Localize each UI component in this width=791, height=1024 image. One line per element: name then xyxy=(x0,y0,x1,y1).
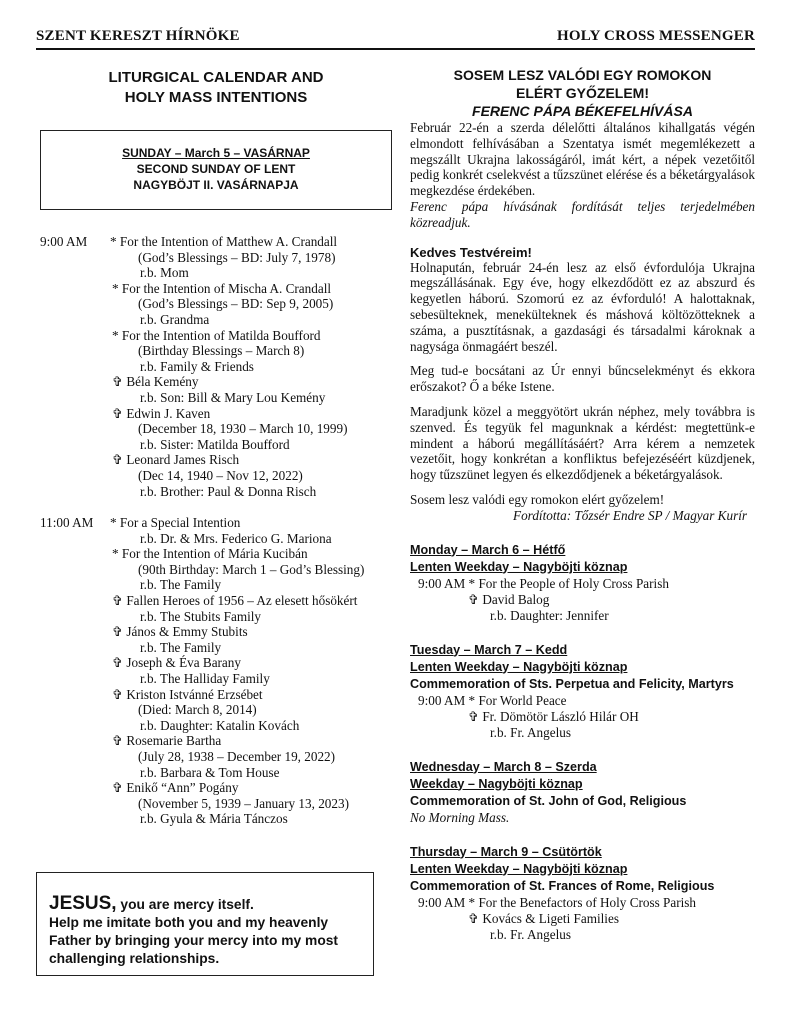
intention-line: (Birthday Blessings – March 8) xyxy=(138,343,305,359)
header-right-title: HOLY CROSS MESSENGER xyxy=(557,28,755,44)
article-translator: Fordította: Tőzsér Endre SP / Magyar Kurír xyxy=(513,507,747,523)
article-paragraph-2: Meg tud-e bocsátani az Úr ennyi bűncselekményt és ekkora erőszakot? Ő a béke Istene. xyxy=(410,363,755,395)
intention-line: (November 5, 1939 – January 13, 2023) xyxy=(138,795,349,811)
day-entry xyxy=(410,542,755,624)
left-column xyxy=(40,62,392,827)
intention-line: ✞ Joseph & Éva Barany xyxy=(112,655,241,671)
intention-line: r.b. The Family xyxy=(140,577,222,593)
intention-line: (December 18, 1930 – March 10, 1999) xyxy=(138,421,348,437)
intention-line: ✞ Kriston Istvánné Erzsébet xyxy=(112,686,263,702)
prayer-line-2: Help me imitate both you and my heavenly xyxy=(49,915,329,930)
intention-line: r.b. Daughter: Katalin Kovách xyxy=(140,717,300,733)
intention-line: r.b. Dr. & Mrs. Federico G. Mariona xyxy=(140,530,332,546)
day-liturgy: Weekday – Nagyböjti köznap xyxy=(410,776,583,791)
intention-line: 11:00 AM * For a Special Intention xyxy=(40,515,241,531)
intention-line: ✞ Fallen Heroes of 1956 – Az elesett hősökért xyxy=(112,593,358,609)
mass-900-list xyxy=(40,234,392,499)
day-heading: Tuesday – March 7 – Kedd xyxy=(410,642,568,657)
intention-line: r.b. Family & Friends xyxy=(140,358,254,374)
intention-line: (July 28, 1938 – December 19, 2022) xyxy=(138,749,336,764)
article-closing: Sosem lesz valódi egy romokon elért győzelem! xyxy=(410,491,665,507)
intention-line: r.b. The Family xyxy=(140,639,222,655)
intention-line: ✞ Edwin J. Kaven xyxy=(112,405,211,421)
day-intention-line: 9:00 AM * For the People of Holy Cross Parish xyxy=(418,575,669,591)
intention-line: ✞ János & Emmy Stubits xyxy=(112,624,248,640)
prayer-line-4: challenging relationships. xyxy=(49,951,220,966)
article-intro: Február 22-én a szerda délelőtti általános kihallgatás végén elmondott felhívásában a Szentatya ismét megemlékezett a megszállt Ukrajna lakosságáról, imát kért, a népek vezetőitől pedig konkrét cselekvést a tűzszünet elérése és a béketárgyalások megkezdése érdekében. xyxy=(410,120,755,199)
header-left-title: SZENT KERESZT HÍRNÖKE xyxy=(36,28,240,44)
day-entry xyxy=(410,759,755,826)
intention-line: ✞ Enikő “Ann” Pogány xyxy=(112,780,239,796)
article-greeting: Kedves Testvéreim! xyxy=(410,244,532,260)
day-liturgy: Lenten Weekday – Nagyböjti köznap xyxy=(410,659,628,674)
day-liturgy: Lenten Weekday – Nagyböjti köznap xyxy=(410,559,628,574)
sunday-feast-hu: NAGYBÖJT II. VASÁRNAPJA xyxy=(133,178,299,192)
calendar-heading: LITURGICAL CALENDAR AND HOLY MASS INTENTIONS xyxy=(108,69,324,106)
prayer-jesus: JESUS, xyxy=(49,893,117,914)
day-heading: Monday – March 6 – Hétfő xyxy=(410,542,566,557)
day-commemoration: Commemoration of Sts. Perpetua and Felicity, Martyrs xyxy=(410,676,734,691)
intention-line: 9:00 AM * For the Intention of Matthew A. Crandall xyxy=(40,234,338,249)
intention-line: r.b. Mom xyxy=(140,265,189,281)
sunday-feast-en: SECOND SUNDAY OF LENT xyxy=(136,162,296,176)
article-signature xyxy=(410,492,755,524)
sunday-box xyxy=(40,130,392,210)
day-heading: Wednesday – March 8 – Szerda xyxy=(410,759,597,774)
intention-line: * For the Intention of Mária Kucibán xyxy=(112,546,308,562)
day-intention-line: ✞ Kovács & Ligeti Families xyxy=(468,910,619,926)
weekday-schedule xyxy=(410,542,755,943)
intention-line: ✞ Leonard James Risch xyxy=(112,452,240,468)
intention-line: * For the Intention of Matilda Boufford xyxy=(112,327,321,343)
day-intention-line: r.b. Daughter: Jennifer xyxy=(490,607,609,623)
right-column xyxy=(410,62,755,943)
day-intention-line: ✞ David Balog xyxy=(468,591,550,607)
day-intention-line: No Morning Mass. xyxy=(410,809,510,825)
mass-time: 9:00 AM xyxy=(40,234,88,249)
prayer-line-1: you are mercy itself. xyxy=(116,897,254,912)
intention-line: (Died: March 8, 2014) xyxy=(138,702,257,718)
mass-time: 11:00 AM xyxy=(40,515,94,531)
intention-line: * For the Intention of Mischa A. Crandall xyxy=(112,280,332,296)
intention-line: ✞ Rosemarie Bartha xyxy=(112,733,222,749)
intention-line: r.b. Gyula & Mária Tánczos xyxy=(140,811,288,827)
intention-line: r.b. The Halliday Family xyxy=(140,671,270,687)
intention-line: (God’s Blessings – BD: July 7, 1978) xyxy=(138,249,336,265)
day-intention-line: 9:00 AM * For World Peace xyxy=(418,692,567,708)
article-paragraph-3: Maradjunk közel a meggyötört ukrán néphez, mely továbbra is szenved. És tegyük fel magunknak a kérdést: megtettünk-e mindent a háború megállításáért? Arra kérem a nemzetek vezetőit, hogy konkrétan a konfliktus befejezéséért küzdjenek, hogy tűzszünet legyen és elkezdődjenek a béketárgyalások. xyxy=(410,403,755,483)
day-liturgy: Lenten Weekday – Nagyböjti köznap xyxy=(410,861,628,876)
day-intention-line: r.b. Fr. Angelus xyxy=(490,724,571,740)
sunday-date: SUNDAY – March 5 – VASÁRNAP xyxy=(122,146,310,160)
day-commemoration: Commemoration of St. John of God, Religious xyxy=(410,793,687,808)
intention-line: r.b. Barbara & Tom House xyxy=(140,764,280,780)
intention-line: r.b. Sister: Matilda Boufford xyxy=(140,436,290,452)
day-intention-line: r.b. Fr. Angelus xyxy=(490,926,571,942)
intention-line: ✞ Béla Kemény xyxy=(112,374,199,390)
article-paragraph-1: Holnapután, február 24-én lesz az első évfordulója Ukrajna megszállásának. Egy éve, hogy elkezdődött ez az abszurd és kegyetlen háború. Szomorú ez az évforduló! A halottaknak, sebesülteknek, menekülteknek és máshová költözötteknek a száma, a pusztításnak, a gazdasági és társadalmi károknak a nagysága önmagáért beszél. xyxy=(410,259,755,354)
day-commemoration: Commemoration of St. Frances of Rome, Religious xyxy=(410,878,715,893)
intention-line: r.b. Grandma xyxy=(140,311,210,327)
intention-line: r.b. The Stubits Family xyxy=(140,608,262,624)
mass-1100-list xyxy=(40,515,392,827)
article-title: SOSEM LESZ VALÓDI EGY ROMOKON ELÉRT GYŐZELEM! xyxy=(453,67,712,101)
intention-line: (90th Birthday: March 1 – God’s Blessing) xyxy=(138,561,365,577)
day-entry xyxy=(410,844,755,943)
page-header xyxy=(36,28,755,50)
intention-line: (God’s Blessings – BD: Sep 9, 2005) xyxy=(138,296,334,312)
day-heading: Thursday – March 9 – Csütörtök xyxy=(410,844,602,859)
day-intention-line: ✞ Fr. Dömötör László Hilár OH xyxy=(468,708,639,724)
day-entry xyxy=(410,642,755,741)
day-intention-line: 9:00 AM * For the Benefactors of Holy Cross Parish xyxy=(418,894,697,910)
prayer-box xyxy=(36,872,374,976)
prayer-line-3: Father by bringing your mercy into my most xyxy=(49,933,339,948)
intention-line: r.b. Brother: Paul & Donna Risch xyxy=(140,483,317,499)
article-intro-note: Ferenc pápa hívásának fordítását teljes terjedelmében közreadjuk. xyxy=(410,198,755,230)
intention-line: r.b. Son: Bill & Mary Lou Kemény xyxy=(140,389,326,405)
article-subtitle: FERENC PÁPA BÉKEFELHÍVÁSA xyxy=(472,103,693,119)
intention-line: (Dec 14, 1940 – Nov 12, 2022) xyxy=(138,467,303,483)
